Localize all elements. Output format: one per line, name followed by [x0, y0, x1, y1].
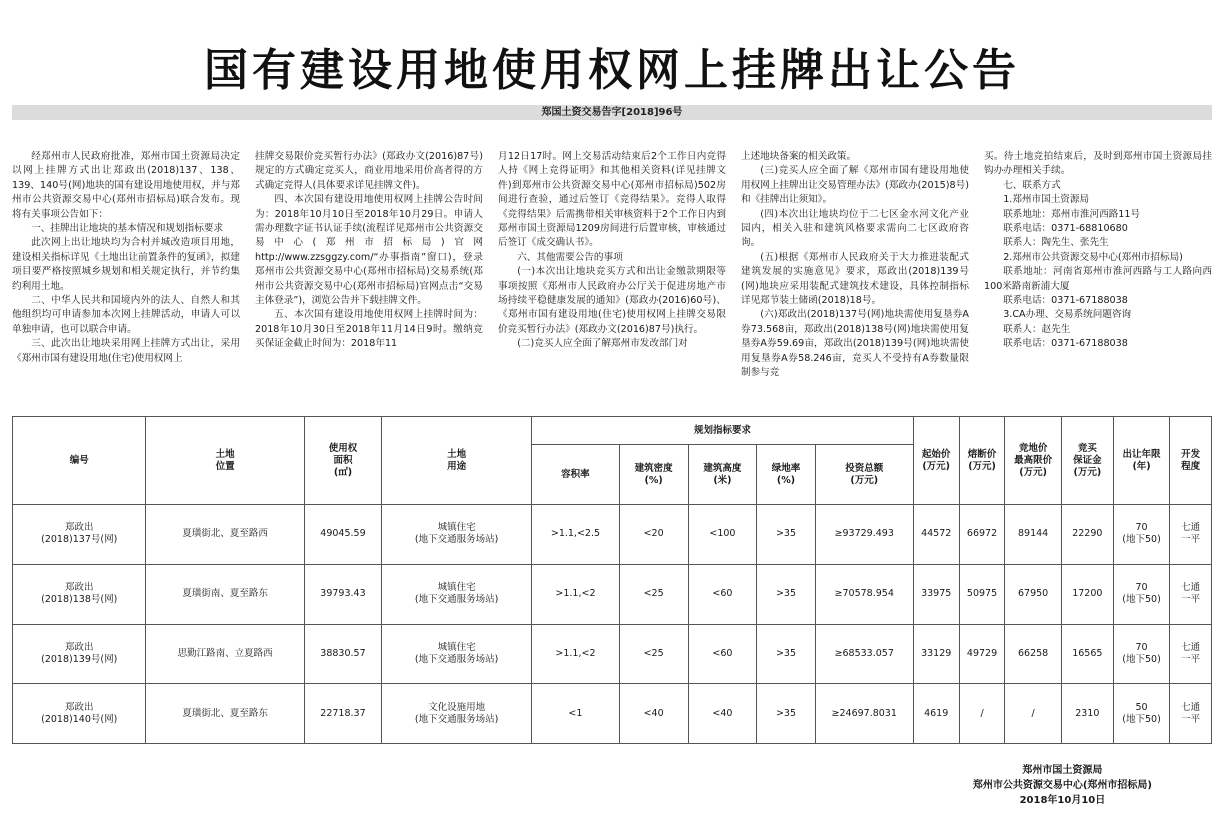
cell-term: 70 (地下50)	[1113, 624, 1169, 684]
cell-height: <60	[688, 624, 757, 684]
cell-density: <40	[619, 684, 688, 744]
paragraph: 联系电话：0371-67188038	[1003, 295, 1128, 307]
paragraph: 六、其他需要公告的事项	[517, 251, 623, 263]
cell-location: 夏璜街北、夏至路东	[146, 684, 304, 744]
header-location: 土地 位置	[146, 417, 304, 505]
header-term: 出让年限 (年)	[1113, 417, 1169, 505]
cell-deposit: 2310	[1061, 684, 1113, 744]
header-development: 开发 程度	[1170, 417, 1212, 505]
header-green: 绿地率 (%)	[757, 445, 815, 505]
paragraph: 买。待土地竞拍结束后，及时到郑州市国土资源局挂钩办办理相关手续。	[984, 151, 1212, 177]
cell-deposit: 16565	[1061, 624, 1113, 684]
cell-investment: ≥93729.493	[815, 505, 913, 565]
paragraph: 上述地块备案的相关政策。	[741, 151, 857, 162]
paragraph: 联系人：赵先生	[1003, 323, 1071, 335]
cell-development: 七通 一平	[1170, 505, 1212, 565]
paragraph: 月12日17时。网上交易活动结束后2个工作日内竞得人持《网上竞得证明》和其他相关资料(详见挂牌文件)到郑州市公共资源交易中心(郑州市招标局)502房间进行查验，通过后签订《竞得结果》。竞得人取得《竞得结果》后需携带相关审核资料于2个工作日内到郑州市国土资源局1209房间进行后置审核，审核通过后签订《成交确认书》。	[498, 151, 726, 249]
cell-far: >1.1,<2	[532, 624, 620, 684]
paragraph: 经郑州市人民政府批准，郑州市国土资源局决定以网上挂牌方式出让郑政出(2018)137、138、139、140号(网)地块的国有建设用地使用权，并与郑州市公共资源交易中心(郑州市招标局)联合发布。现将有关事项公告如下：	[12, 151, 240, 220]
cell-use: 城镇住宅 (地下交通服务场站)	[382, 564, 532, 624]
cell-area: 38830.57	[304, 624, 381, 684]
paragraph: 四、本次国有建设用地使用权网上挂牌公告时间为：2018年10月10日至2018年10月29日。申请人需办理数字证书认证手续(流程详见郑州市公共资源交易中心(郑州市招标局)官网http://www.zzsggzy.com/“办事指南”窗口)，登录郑州市公共资源交易中心(郑州市招标局)交易系统(郑州市公共资源交易中心(郑州市招标局)官网点击“交易主体登录”)，浏览公告并下载挂牌文件。	[255, 194, 483, 307]
cell-cap-price: /	[959, 684, 1005, 744]
cell-density: <25	[619, 624, 688, 684]
cell-area: 22718.37	[304, 684, 381, 744]
page-title: 国有建设用地使用权网上挂牌出让公告	[204, 45, 1020, 96]
cell-use: 城镇住宅 (地下交通服务场站)	[382, 624, 532, 684]
text-column-4	[741, 150, 969, 398]
issuer-signature	[973, 763, 1152, 808]
issuer-land-bureau: 郑州市国土资源局	[1022, 765, 1103, 776]
cell-far: >1.1,<2.5	[532, 505, 620, 565]
header-area: 使用权 面积 (㎡)	[304, 417, 381, 505]
cell-investment: ≥70578.954	[815, 564, 913, 624]
paragraph: (二)竞买人应全面了解郑州市发改部门对	[517, 338, 688, 350]
cell-start-price: 33975	[913, 564, 959, 624]
header-investment: 投资总额 (万元)	[815, 445, 913, 505]
cell-number: 郑政出 (2018)139号(网)	[13, 624, 146, 684]
header-height: 建筑高度 (米)	[688, 445, 757, 505]
cell-density: <25	[619, 564, 688, 624]
paragraph: 联系地址：河南省郑州市淮河西路与工人路向西100米路南新浦大厦	[984, 266, 1212, 292]
cell-investment: ≥24697.8031	[815, 684, 913, 744]
cell-height: <40	[688, 684, 757, 744]
cell-term: 70 (地下50)	[1113, 564, 1169, 624]
cell-use: 文化设施用地 (地下交通服务场站)	[382, 684, 532, 744]
cell-start-price: 44572	[913, 505, 959, 565]
announcement-number: 郑国土资交易告字[2018]96号	[12, 105, 1212, 120]
paragraph: 2.郑州市公共资源交易中心(郑州市招标局)	[1003, 251, 1183, 263]
cell-green: >35	[757, 684, 815, 744]
cell-area: 49045.59	[304, 505, 381, 565]
header-planning-group: 规划指标要求	[532, 417, 914, 445]
header-number: 编号	[13, 417, 146, 505]
text-column-2	[255, 150, 483, 398]
header-deposit: 竞买 保证金 (万元)	[1061, 417, 1113, 505]
issuer-trading-center: 郑州市公共资源交易中心(郑州市招标局)	[972, 780, 1152, 791]
cell-development: 七通 一平	[1170, 684, 1212, 744]
paragraph: 1.郑州市国土资源局	[1003, 194, 1090, 206]
cell-development: 七通 一平	[1170, 564, 1212, 624]
paragraph: (五)根据《郑州市人民政府关于大力推进装配式建筑发展的实施意见》要求，郑政出(2018)139号(网)地块应采用装配式建筑技术建设，具体控制指标详见郑节装土储函(2018)18号。	[741, 251, 969, 307]
cell-number: 郑政出 (2018)137号(网)	[13, 505, 146, 565]
paragraph: (六)郑政出(2018)137号(网)地块需使用复垦券A券73.568亩，郑政出(2018)138号(网)地块需使用复垦券A券59.69亩，郑政出(2018)139号(网)地块需使用复垦券A券58.246亩，竞买人不受持有A券数量限制参与竞	[741, 309, 969, 379]
paragraph: 3.CA办理、交易系统问题咨询	[1003, 309, 1132, 321]
cell-location: 思勤江路南、立夏路西	[146, 624, 304, 684]
cell-cap-price: 49729	[959, 624, 1005, 684]
paragraph: 二、中华人民共和国境内外的法人、自然人和其他组织均可申请参加本次网上挂牌活动，申请人可以单独申请，也可以联合申请。	[12, 295, 240, 335]
cell-start-price: 33129	[913, 624, 959, 684]
table-row	[13, 684, 1212, 744]
cell-far: >1.1,<2	[532, 564, 620, 624]
header-density: 建筑密度 (%)	[619, 445, 688, 505]
cell-location: 夏璜街南、夏至路东	[146, 564, 304, 624]
cell-term: 70 (地下50)	[1113, 505, 1169, 565]
cell-term: 50 (地下50)	[1113, 684, 1169, 744]
paragraph: 联系人：陶先生、张先生	[1003, 237, 1109, 249]
paragraph: 三、此次出让地块采用网上挂牌方式出让，采用《郑州市国有建设用地(住宅)使用权网上	[12, 338, 240, 364]
paragraph: 七、联系方式	[1003, 179, 1061, 191]
table-row	[13, 505, 1212, 565]
issue-date: 2018年10月10日	[1019, 795, 1106, 806]
table-row	[13, 564, 1212, 624]
header-cap-price: 熔断价 (万元)	[959, 417, 1005, 505]
paragraph: 五、本次国有建设用地使用权网上挂牌时间为：2018年10月30日至2018年11月14日9时。缴纳竞买保证金截止时间为：2018年11	[255, 309, 483, 350]
cell-green: >35	[757, 505, 815, 565]
cell-deposit: 17200	[1061, 564, 1113, 624]
cell-height: <60	[688, 564, 757, 624]
paragraph: 联系电话：0371-67188038	[1003, 338, 1128, 350]
paragraph: 联系电话：0371-68810680	[1003, 223, 1128, 235]
paragraph: (三)竞买人应全面了解《郑州市国有建设用地使用权网上挂牌出让交易管理办法》(郑政办(2015)8号)和《挂牌出让须知》。	[741, 165, 969, 206]
paragraph: (四)本次出让地块均位于二七区金水河文化产业园内，相关入驻和建筑风格要求需向二七区政府咨询。	[741, 208, 969, 249]
cell-deposit: 22290	[1061, 505, 1113, 565]
cell-density: <20	[619, 505, 688, 565]
cell-investment: ≥68533.057	[815, 624, 913, 684]
header-far: 容积率	[532, 445, 620, 505]
paragraph: 一、挂牌出让地块的基本情况和规划指标要求	[31, 223, 224, 235]
cell-far: <1	[532, 684, 620, 744]
cell-max-price: 66258	[1005, 624, 1061, 684]
cell-location: 夏璜街北、夏至路西	[146, 505, 304, 565]
cell-start-price: 4619	[913, 684, 959, 744]
paragraph: 此次网上出让地块均为合村并城改造项目用地，建设相关指标详见《土地出让前置条件的复函》，拟建项目要严格按照城乡规划和相关规定执行，并节约集约利用土地。	[12, 237, 240, 292]
paragraph: (一)本次出让地块竞买方式和出让金缴款期限等事项按照《郑州市人民政府办公厅关于促进房地产市场持续平稳健康发展的通知》(郑政办(2016)60号)、《郑州市国有建设用地(住宅)使用权网上挂牌交易限价竞买暂行办法》(郑政办文(2016)87号)执行。	[498, 266, 726, 335]
cell-cap-price: 50975	[959, 564, 1005, 624]
land-parcel-table	[12, 416, 1212, 744]
announcement-body	[12, 150, 1212, 398]
cell-max-price: 89144	[1005, 505, 1061, 565]
header-max-price: 竞地价 最高限价 (万元)	[1005, 417, 1061, 505]
cell-number: 郑政出 (2018)138号(网)	[13, 564, 146, 624]
cell-use: 城镇住宅 (地下交通服务场站)	[382, 505, 532, 565]
header-use: 土地 用途	[382, 417, 532, 505]
cell-height: <100	[688, 505, 757, 565]
header-start-price: 起始价 (万元)	[913, 417, 959, 505]
text-column-5	[984, 150, 1212, 398]
table-row	[13, 624, 1212, 684]
text-column-3	[498, 150, 726, 398]
paragraph: 联系地址：郑州市淮河西路11号	[1003, 208, 1141, 220]
cell-area: 39793.43	[304, 564, 381, 624]
cell-max-price: /	[1005, 684, 1061, 744]
cell-number: 郑政出 (2018)140号(网)	[13, 684, 146, 744]
cell-max-price: 67950	[1005, 564, 1061, 624]
cell-cap-price: 66972	[959, 505, 1005, 565]
text-column-1	[12, 150, 240, 398]
paragraph: 挂牌交易限价竞买暂行办法》(郑政办文(2016)87号)规定的方式确定竞买人，商业用地采用价高者得的方式确定竞得人(具体要求详见挂牌文件)。	[255, 151, 483, 191]
cell-development: 七通 一平	[1170, 624, 1212, 684]
cell-green: >35	[757, 564, 815, 624]
cell-green: >35	[757, 624, 815, 684]
